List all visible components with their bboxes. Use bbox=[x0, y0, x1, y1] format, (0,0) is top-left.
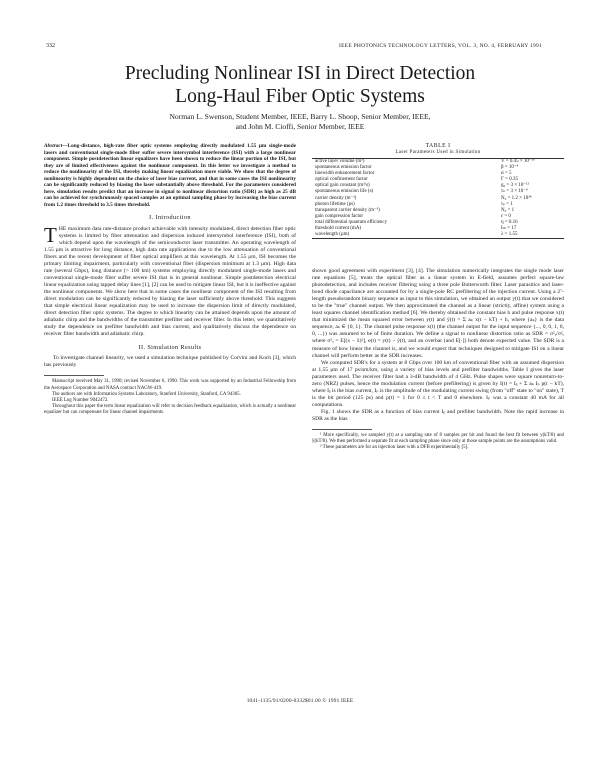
parameter-name: spontaneous emission factor bbox=[315, 165, 372, 171]
copyright-code: 1041-1135/91/0200-0332$01.00 © 1991 IEEE bbox=[246, 698, 354, 704]
parameter-name: transparent carrier density (m⁻³) bbox=[315, 207, 380, 213]
parameter-value: g₀ = 3 × 10⁻¹² bbox=[501, 183, 530, 189]
paper-title bbox=[0, 62, 600, 108]
section-heading-simulation: II. Simulation Results bbox=[138, 344, 202, 352]
parameter-name: spontaneous emission life (s) bbox=[315, 189, 374, 195]
table-label: TABLE I bbox=[425, 143, 451, 149]
parameter-name: carrier density (m⁻³) bbox=[315, 195, 357, 201]
table-row bbox=[312, 232, 564, 239]
footnote-sampling: ¹ More specifically, we sampled y(t) at a sampling rate of 8 samples per bit and found the best fit between y(kT/8) and ŷ(kT/8). We then performed a separate fit at each sampling phase since only at those sample points are the assumptions valid. bbox=[312, 433, 564, 445]
parameter-value: Γ = 0.35 bbox=[501, 177, 518, 183]
abstract-label: Abstract— bbox=[44, 143, 68, 149]
parameter-name: gain compression factor bbox=[315, 213, 364, 219]
parameter-name: optical gain constant (m³/s) bbox=[315, 183, 370, 189]
parameter-name: photon lifetime (ps) bbox=[315, 201, 355, 207]
parameter-value: α = 5 bbox=[501, 171, 512, 177]
footnotes bbox=[44, 375, 296, 416]
abstract bbox=[44, 143, 296, 208]
parameter-value: η = 0.16 bbox=[501, 219, 518, 225]
abstract-text: Long-distance, high-rate fiber optic systems employing directly modulated 1.55 μm single-mode lasers and conventional single-mode fiber suffer severe intersymbol interference (ISI) with a large nonlinear component. Simple postdetection linear equalizers have been shown to reduce the linear portion of the ISI, but they are of limited effectiveness against the nonlinear component. In this letter we investigate a method to reduce the nonlinearity of the ISI, thereby making linear equalization more viable. We show that the degree of nonlinearity is highly dependent on the choice of laser bias current, and that in some cases the ISI nonlinearity can be significantly reduced by biasing the laser substantially above threshold. For the parameters considered here, simulation results predict that an increase in signal to nonlinear distortion ratio (SDR) as high as 25 dB can be achieved for synchronously spaced samples at an optimal sampling phase by increasing the bias current from 1.2 times threshold to 3.5 times threshold. bbox=[44, 143, 296, 208]
parameter-name: threshold current (mA) bbox=[315, 226, 362, 232]
right-column bbox=[312, 268, 564, 451]
right-paragraph-2: We computed SDR's for a system at 8 Gbps over 100 km of conventional fiber with an assumed dispersion at 1.55 μm of 17 ps/nm/km, using a variety of bias levels and prefilter bandwidths. Table I gives the laser parameters used. The receiver filter had a 3-dB bandwidth of 4 GHz. Pulse shapes were square nonreturn-to-zero (NRZ) pulses, hence the modulation current (before prefiltering) is given by I(t) = Iᵦ + Σ aₖ Iₚ p(t − kT), where Iᵦ is the bias current, Iₚ is the amplitude of the modulating current swing (from "off" state to "on" state), T is the bit period (125 ps) and p(t) = 1 for 0 ≤ t < T and 0 elsewhere. Iₚ was a constant 40 mA for all computations. bbox=[312, 359, 564, 408]
footnote-parameters: ² These parameters are for an injection laser with a DFB experimentally [5]. bbox=[320, 445, 469, 451]
drop-cap: T bbox=[44, 222, 57, 247]
authors-line-2: and John M. Cioffi, Senior Member, IEEE bbox=[235, 122, 365, 131]
parameter-name: optical confinement factor bbox=[315, 177, 368, 183]
simulation-paragraph: To investigate channel linearity, we used a simulation technique published by Corvini and Koch [3], which has previously bbox=[44, 355, 296, 369]
footnote-affiliation: The authors are with Information Systems Laboratory, Stanford University, Stanford, CA 94305. bbox=[52, 391, 241, 397]
page-header bbox=[46, 43, 542, 53]
parameter-value: Iₜₕ = 17 bbox=[501, 226, 517, 232]
right-footnote-rule bbox=[312, 429, 372, 430]
right-footnotes bbox=[312, 429, 564, 451]
introduction-text: HE maximum data rate-distance product achievable with intensity modulated, direct detection fiber optic systems is limited by fiber attenuation and dispersion induced intersymbol interference (ISI), both of which depend upon the wavelength of the semiconductor laser transmitter. An operating wavelength of 1.55 μm is attractive for long distance, high data rate applications due to the low attenuation of conventional fibers and the recent development of fiber optical amplifiers at this wavelength. At 1.55 μm, ISI becomes the primary limiting impairment, particularly with conventional fiber (dispersion minimum at 1.3 μm). High data rate (several Gbps), long distance (> 100 km) systems employing directly modulated single-mode lasers and conventional single-mode fiber suffer severe ISI that is in general nonlinear. Simple postdetection electrical linear equalization using tapped delay lines [1], [2] can be used to mitigate linear ISI, but it is ineffective against the nonlinear components. We show here that in some cases the nonlinear component of the ISI resulting from direct modulation can be significantly reduced by biasing the laser sufficiently above threshold. This suggests that simple electrical linear equalization may be used to increase the dispersion limit of directly modulated, direct detection fiber optic systems. The degree to which linearity can be attained depends upon the amount of adiabatic chirp and the bandwidths of the transmitter prefilter and receiver filter. In this letter, we quantitatively study the dependence on prefilter bandwidth and bias current, and qualitatively discuss the dependence on receiver filter bandwidth and adiabatic chirp. bbox=[44, 225, 296, 338]
parameter-value: V = 0.45 × 10⁻¹⁶ bbox=[501, 159, 535, 164]
title-line-1: Precluding Nonlinear ISI in Direct Detection bbox=[124, 63, 476, 84]
parameter-name: active layer volume (m³) bbox=[315, 159, 365, 164]
title-line-2: Long-Haul Fiber Optic Systems bbox=[175, 86, 425, 107]
footnote-log-number: IEEE Log Number 9042472. bbox=[52, 397, 109, 403]
parameter-value: N₀ = 1 bbox=[501, 207, 515, 213]
parameter-table bbox=[312, 158, 564, 239]
footnote-manuscript: Manuscript received May 31, 1990; revised November 6, 1990. This work was supported by an Industrial Fellowship from the Aerospace Corporation and NASA contract NAGW-419. bbox=[44, 379, 296, 391]
left-column bbox=[44, 143, 296, 416]
parameter-value: N₀ = 1.2 × 10²⁴ bbox=[501, 195, 532, 201]
page-number: 332 bbox=[46, 43, 55, 49]
running-title: IEEE PHOTONICS TECHNOLOGY LETTERS, VOL. 3, NO. 4, FEBRUARY 1991 bbox=[339, 43, 542, 49]
author-list bbox=[0, 112, 600, 132]
table-laser-parameters bbox=[312, 143, 564, 261]
footnote-rule bbox=[44, 375, 104, 376]
parameter-value: β = 10⁻⁴ bbox=[501, 165, 519, 171]
parameter-value: ε = 0 bbox=[501, 213, 511, 219]
parameter-name: wavelength (μm) bbox=[315, 232, 350, 238]
right-paragraph-3: Fig. 1 shows the SDR as a function of bias current Iᵦ and prefilter bandwidth. Note the rapid increase in SDR as the bias bbox=[312, 408, 564, 422]
footnote-equalization: Throughout this paper the term linear equalization will refer to decision feedback equalization, which is actually a nonlinear equalizer but can compensate for linear channel impairments. bbox=[44, 403, 296, 415]
section-heading-introduction: I. Introduction bbox=[149, 214, 191, 222]
table-caption: Laser Parameters Used in Simulation bbox=[395, 150, 481, 155]
authors-line-1: Norman L. Swenson, Student Member, IEEE, Barry L. Shoop, Senior Member, IEEE, bbox=[169, 112, 431, 121]
parameter-name: linewidth enhancement factor bbox=[315, 171, 375, 177]
parameter-value: τₚ = 1 bbox=[501, 201, 513, 207]
parameter-name: total differential quantum efficiency bbox=[315, 219, 388, 225]
introduction-paragraph bbox=[44, 222, 296, 339]
right-paragraph-1: shown good agreement with experiment [3], [4]. The simulation numerically integrates the single mode laser rate equations [5], treats the optical fiber as a linear system in E-field, assumes perfect square-law photodetection, and includes receiver filtering using a three pole Butterworth filter. Laser parasitics and laser-bond diode capacitance are accounted for by a single-pole RC prefiltering of the injection current. Using a 2⁷-length pseudorandom binary sequence as input to this simulation, we obtained an output y(t) that we considered to be the "true" channel output. We then approximated the channel as a linear (strictly, affine) system using a least squares channel identification method [6]. We thereby obtained the constant bias h and pulse response x(t) that minimized the mean squared error between y(t) and ŷ(t) = Σ aₖ x(t − kT) + h, where {aₖ} is the data sequence, aₖ ∈ {0, 1}. The channel pulse response x(t) (the channel output for the input sequence {..., 0, 0, 1, 0, 0, ...}) was assumed to be of finite duration. We define a signal to nonlinear distortion ratio as SDR = σ²ₓ/σ²ₑ where σ²ₓ = E[(x − x̄)²], e(t) = y(t) − ŷ(t), and an overbar (and E[·]) both denote expected value. The SDR is a measure of how linear the channel is, and we would expect that techniques designed to mitigate ISI on a linear channel will perform better as the SDR increases. bbox=[312, 268, 564, 359]
parameter-value: λ = 1.55 bbox=[501, 232, 518, 238]
parameter-value: τₙ = 3 × 10⁻⁹ bbox=[501, 189, 528, 195]
table-row bbox=[312, 159, 564, 166]
